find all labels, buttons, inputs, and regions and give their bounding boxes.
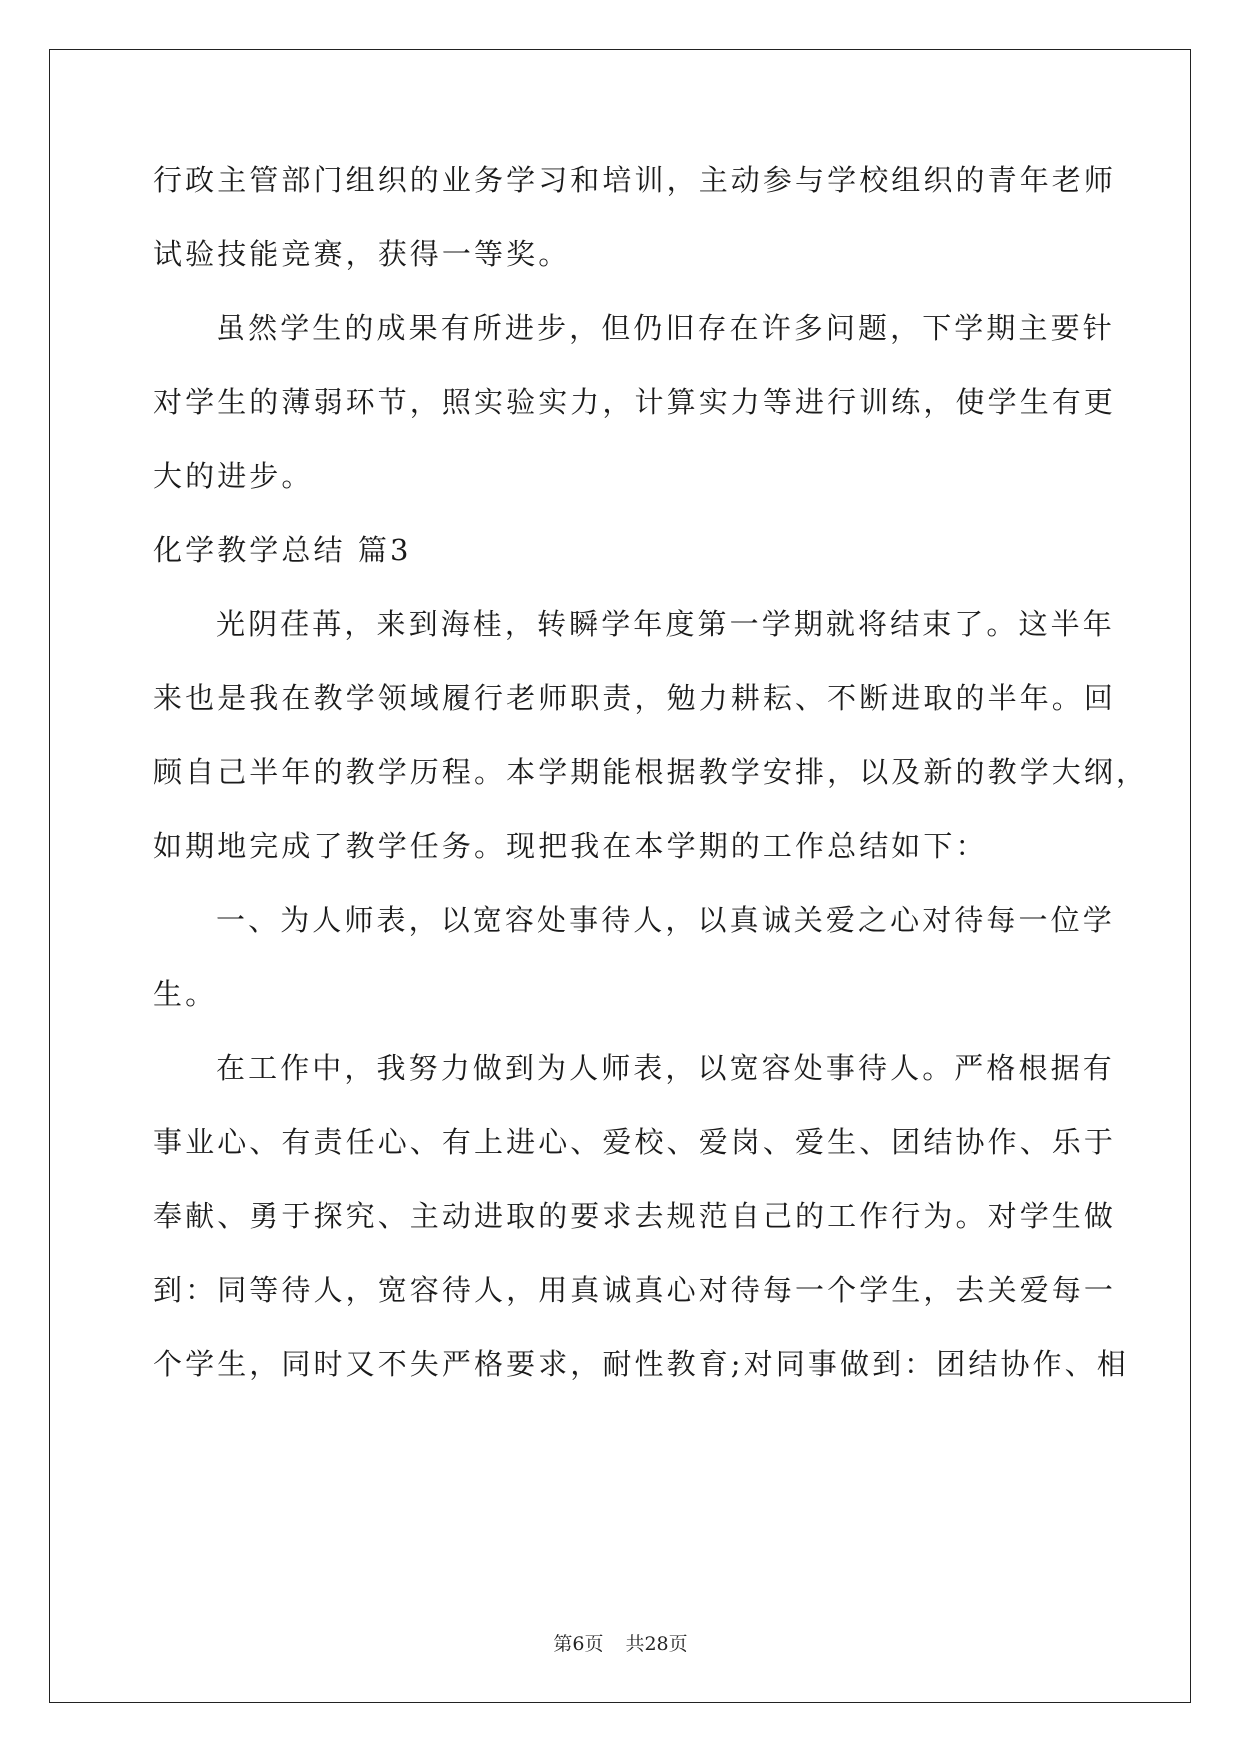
text-line: 试验技能竞赛，获得一等奖。 (153, 237, 571, 271)
paragraph-start: 虽然学生的成果有所进步，但仍旧存在许多问题，下学期主要针 (216, 311, 1115, 345)
text-line: 事业心、有责任心、有上进心、爱校、爱岗、爱生、团结协作、乐于 (153, 1125, 1117, 1159)
text-line: 对学生的薄弱环节，照实验实力，计算实力等进行训练，使学生有更 (153, 385, 1117, 419)
text-line: 来也是我在教学领域履行老师职责，勉力耕耘、不断进取的半年。回 (153, 681, 1117, 715)
page-footer (0, 1632, 1241, 1656)
text-line: 大的进步。 (153, 459, 314, 493)
text-line: 到：同等待人，宽容待人，用真诚真心对待每一个学生，去关爱每一 (153, 1273, 1117, 1307)
page-border (49, 49, 1191, 1703)
text-line: 行政主管部门组织的业务学习和培训，主动参与学校组织的青年老师 (153, 163, 1117, 197)
text-line: 如期地完成了教学任务。现把我在本学期的工作总结如下： (153, 829, 988, 863)
text-line: 生。 (153, 977, 218, 1011)
paragraph-start: 一、为人师表，以宽容处事待人，以真诚关爱之心对待每一位学 (216, 903, 1115, 937)
page-number: 第6页 (553, 1633, 604, 1655)
paragraph-start: 在工作中，我努力做到为人师表，以宽容处事待人。严格根据有 (216, 1051, 1115, 1085)
text-line: 顾自己半年的教学历程。本学期能根据教学安排，以及新的教学大纲， (153, 755, 1149, 789)
section-heading: 化学教学总结 篇3 (153, 533, 412, 567)
text-line: 奉献、勇于探究、主动进取的要求去规范自己的工作行为。对学生做 (153, 1199, 1117, 1233)
paragraph-start: 光阴荏苒，来到海桂，转瞬学年度第一学期就将结束了。这半年 (216, 607, 1115, 641)
page-total: 共28页 (625, 1633, 688, 1655)
text-line: 个学生，同时又不失严格要求，耐性教育;对同事做到：团结协作、相 (153, 1347, 1129, 1381)
